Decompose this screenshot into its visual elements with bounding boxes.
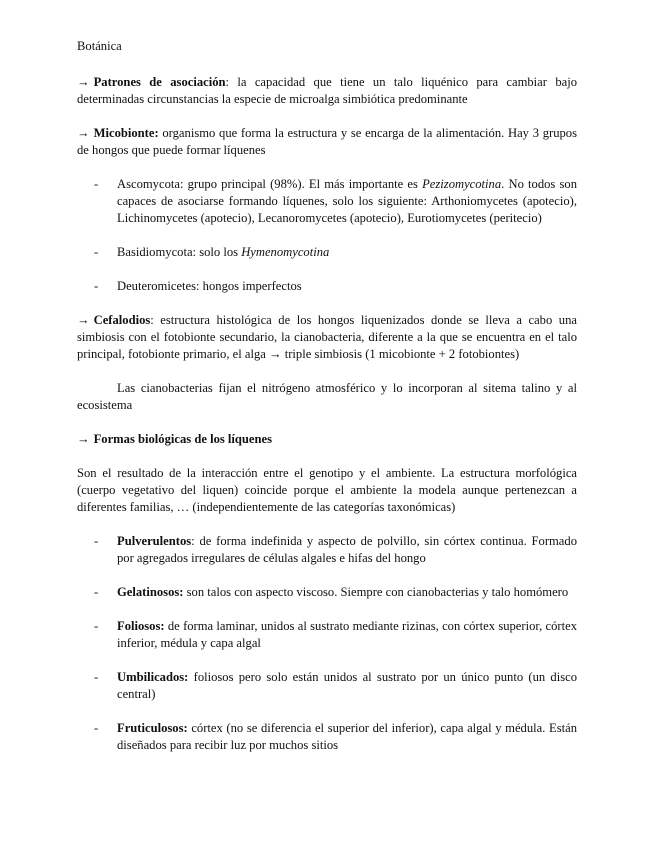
text-micobionte: organismo que forma la estructura y se encarga de la alimentación. Hay 3 grupos de hongos que puede formar líquenes xyxy=(77,126,577,157)
heading-formas: Formas biológicas de los líquenes xyxy=(93,432,273,446)
dash-bullet: - xyxy=(94,279,99,293)
list-item-gelatinosos: - Gelatinosos: son talos con aspecto viscoso. Siempre con cianobacterias y talo homómero xyxy=(94,585,569,599)
term-cefalodios: Cefalodios xyxy=(93,313,151,327)
text-patrones: : la capacidad que tiene un talo liquénico para cambiar bajo determinadas circunstancias la especie de microalga simbiótica predominante xyxy=(77,75,577,106)
dash-bullet: - xyxy=(94,585,99,599)
list-item-ascomycota: - Ascomycota: grupo principal (98%). El más importante es Pezizomycotina. No todos son capaces de asociarse formando líquenes, solo los siguiente: Arthoniomycetes (apotecio), Lichinomycetes (apotecio), Lecanoromycetes (apotecio), Eurotiomycetes (peritecio) xyxy=(94,177,577,225)
text-cefalodios: : estructura histológica de los hongos liquenizados donde se lleva a cabo una simbiosis con el fotobionte secundario, la cianobacteria, diferente a la que se encuentra en el talo principal, fotobionte primario, el alga → triple simbiosis (1 micobionte + 2 fotobiontes) xyxy=(77,313,577,361)
arrow-icon: → xyxy=(77,313,90,327)
dash-bullet: - xyxy=(94,721,99,735)
formas-list xyxy=(77,533,577,754)
paragraph-cianobacterias: Las cianobacterias fijan el nitrógeno atmosférico y lo incorporan al sitema talino y al ecosistema xyxy=(77,381,577,412)
paragraph-patrones xyxy=(77,74,577,108)
list-item-umbilicados: - Umbilicados: foliosos pero solo están unidos al sustrato por un único punto (un disco central) xyxy=(94,670,577,701)
list-item-deuteromicetes: - Deuteromicetes: hongos imperfectos xyxy=(94,279,302,293)
term-patrones: Patrones de asociación xyxy=(93,75,226,89)
italic-pezizomycotina: Pezizomycotina xyxy=(422,177,502,191)
paragraph-micobionte xyxy=(77,125,577,159)
list-item-foliosos: - Foliosos: de forma laminar, unidos al sustrato mediante rizinas, con córtex superior, córtex inferior, médula y capa algal xyxy=(94,619,577,650)
dash-bullet: - xyxy=(94,177,99,191)
dash-bullet: - xyxy=(94,670,99,684)
term-micobionte: Micobionte: xyxy=(93,126,159,140)
arrow-icon: → xyxy=(77,75,90,89)
list-item-pulverulentos: - Pulverulentos: de forma indefinida y aspecto de polvillo, sin córtex continua. Formado por agregados irregulares de células algales e hifas del hongo xyxy=(94,534,577,565)
arrow-icon: → xyxy=(77,126,90,140)
paragraph-cefalodios xyxy=(77,312,577,363)
page-header: Botánica xyxy=(77,39,122,53)
micobionte-list xyxy=(77,176,577,295)
section-heading-formas xyxy=(77,431,577,448)
dash-bullet: - xyxy=(94,245,99,259)
dash-bullet: - xyxy=(94,534,99,548)
italic-hymenomycotina: Hymenomycotina xyxy=(241,245,330,259)
paragraph-formas-intro: Son el resultado de la interacción entre el genotipo y el ambiente. La estructura morfológica (cuerpo vegetativo del liquen) coincide porque el ambiente la modela aunque pertenezcan a diferentes familias, … (independientemente de las categorías taxonómicas) xyxy=(77,466,577,514)
arrow-icon: → xyxy=(77,432,90,446)
list-item-fruticulosos: - Fruticulosos: córtex (no se diferencia el superior del inferior), capa algal y médula. Están diseñados para recibir luz por muchos sitios xyxy=(94,721,577,752)
document-body xyxy=(77,74,577,771)
dash-bullet: - xyxy=(94,619,99,633)
list-item-basidiomycota: - Basidiomycota: solo los Hymenomycotina xyxy=(94,245,330,259)
